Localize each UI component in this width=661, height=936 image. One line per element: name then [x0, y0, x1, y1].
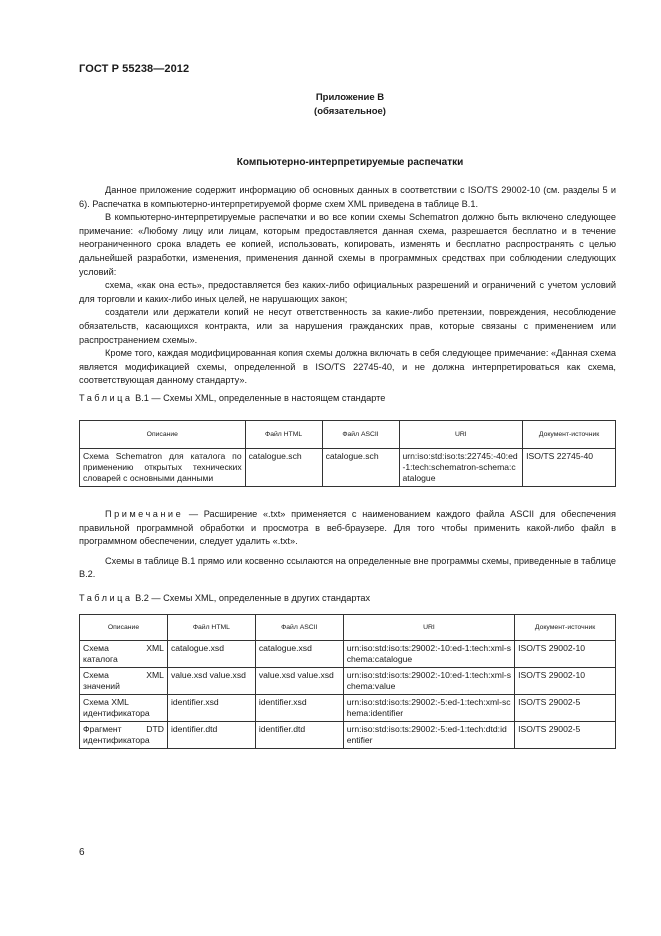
table1-header-cell: Файл ASCII: [322, 421, 399, 449]
table-row: [80, 641, 616, 668]
table-row: [80, 722, 616, 749]
table-cell: urn:iso:std:iso:ts:29002:-10:ed-1:tech:xml-schema:catalogue: [343, 641, 514, 668]
table1-caption: [79, 393, 385, 403]
table2-header-cell: Файл HTML: [167, 615, 255, 641]
table1-header-cell: Файл HTML: [245, 421, 322, 449]
table1-header-cell: URI: [399, 421, 523, 449]
table2-header-cell: Документ-источник: [515, 615, 616, 641]
table-row: [80, 695, 616, 722]
table1-header-row: [80, 421, 616, 449]
table-cell: Схема XML значений: [80, 668, 168, 695]
note-paragraph: [79, 508, 616, 549]
table-cell: Схема Schematron для каталога по применению открытых технических словарей с основными данными: [80, 449, 246, 487]
table1: [79, 420, 616, 487]
table-cell: value.xsd value.xsd: [167, 668, 255, 695]
paragraph: В компьютерно-интерпретируемые распечатки и во все копии схемы Schematron должно быть включено следующее примечание: «Любому лицу или лицам, которым предоставляется данная схема, разрешается бесплатно и в течение неограниченного срока владеть ее копией, использовать, копировать, изменять и бесплатно распространять с целью дальнейшей разработки, изменения, применения данной схемы в программных средствах при соблюдении следующих условий:: [79, 212, 616, 277]
table-cell: ISO/TS 29002-5: [515, 695, 616, 722]
table1-header-cell: Документ-источник: [523, 421, 616, 449]
table-cell: urn:iso:std:iso:ts:29002:-10:ed-1:tech:xml-schema:value: [343, 668, 514, 695]
table-cell: identifier.xsd: [255, 695, 343, 722]
table-cell: urn:iso:std:iso:ts:29002:-5:ed-1:tech:dtd:identifier: [343, 722, 514, 749]
table-cell: catalogue.sch: [322, 449, 399, 487]
table-cell: Схема XML каталога: [80, 641, 168, 668]
table-cell: identifier.xsd: [167, 695, 255, 722]
table2-header-cell: URI: [343, 615, 514, 641]
paragraph: Данное приложение содержит информацию об основных данных в соответствии с ISO/TS 29002-10 (см. разделы 5 и 6). Распечатка в компьютерно-интерпретируемой форме схем XML приведена в таблице В.1.: [79, 185, 616, 209]
annex-subtitle: (обязательное): [314, 106, 386, 117]
table2-caption-text: В.2 — Схемы XML, определенные в других стандартах: [135, 593, 371, 603]
table-cell: catalogue.xsd: [167, 641, 255, 668]
table-cell: urn:iso:std:iso:ts:29002:-5:ed-1:tech:xml-schema:identifier: [343, 695, 514, 722]
table-cell: Фрагмент DTD идентификатора: [80, 722, 168, 749]
table-cell: ISO/TS 22745-40: [523, 449, 616, 487]
note-label: Примечание: [105, 509, 184, 519]
table-cell: Схема XML идентификатора: [80, 695, 168, 722]
table-row: [80, 449, 616, 487]
table1-caption-text: В.1 — Схемы XML, определенные в настоящем стандарте: [135, 393, 386, 403]
table-cell: identifier.dtd: [255, 722, 343, 749]
table2: [79, 614, 616, 749]
page-number: 6: [79, 847, 85, 858]
body-text: [79, 184, 616, 388]
standard-code: ГОСТ Р 55238—2012: [79, 63, 190, 75]
table-cell: catalogue.sch: [245, 449, 322, 487]
table-cell: catalogue.xsd: [255, 641, 343, 668]
paragraph: Кроме того, каждая модифицированная копия схемы должна включать в себя следующее примечание: «Данная схема является модификацией схемы, определенной в ISO/TS 22745-40, и не должна интерпретироваться как схема, соответствующая данному стандарту».: [79, 348, 616, 386]
table2-header-cell: Файл ASCII: [255, 615, 343, 641]
table2-caption: [79, 593, 370, 603]
note-followup: Схемы в таблице В.1 прямо или косвенно ссылаются на определенные вне программы схемы, приведенные в таблице В.2.: [79, 555, 616, 580]
table2-caption-label: Таблица: [79, 593, 133, 603]
section-title: Компьютерно-интерпретируемые распечатки: [236, 157, 464, 168]
table-cell: urn:iso:std:iso:ts:22745:-40:ed-1:tech:schematron-schema:catalogue: [399, 449, 523, 487]
table2-header-row: [80, 615, 616, 641]
table-row: [80, 668, 616, 695]
table-cell: value.xsd value.xsd: [255, 668, 343, 695]
table-cell: ISO/TS 29002-5: [515, 722, 616, 749]
paragraph: создатели или держатели копий не несут ответственность за какие-либо претензии, повреждения, несоблюдение обязательств, касающихся контракта, или за нарушения гражданских прав, которые связаны с применением или распространением схемы».: [79, 307, 616, 345]
table1-caption-label: Таблица: [79, 393, 133, 403]
table2-header-cell: Описание: [80, 615, 168, 641]
note-text: — Расширение «.txt» применяется с наименованием каждого файла ASCII для обеспечения правильной программной обработки и просмотра в веб-браузере. Для того чтобы применить какой-либо файл в программном обеспечении, следует удалить «.txt».: [79, 509, 616, 547]
note-block: [79, 508, 616, 582]
table-cell: ISO/TS 29002-10: [515, 668, 616, 695]
annex-title: Приложение В: [315, 92, 385, 103]
table1-header-cell: Описание: [80, 421, 246, 449]
annex-heading: [0, 91, 661, 119]
table-cell: identifier.dtd: [167, 722, 255, 749]
table-cell: ISO/TS 29002-10: [515, 641, 616, 668]
paragraph: схема, «как она есть», предоставляется без каких-либо официальных разрешений и ограничений с учетом условий для торговли и каких-либо иных целей, не нарушающих закон;: [79, 280, 616, 304]
